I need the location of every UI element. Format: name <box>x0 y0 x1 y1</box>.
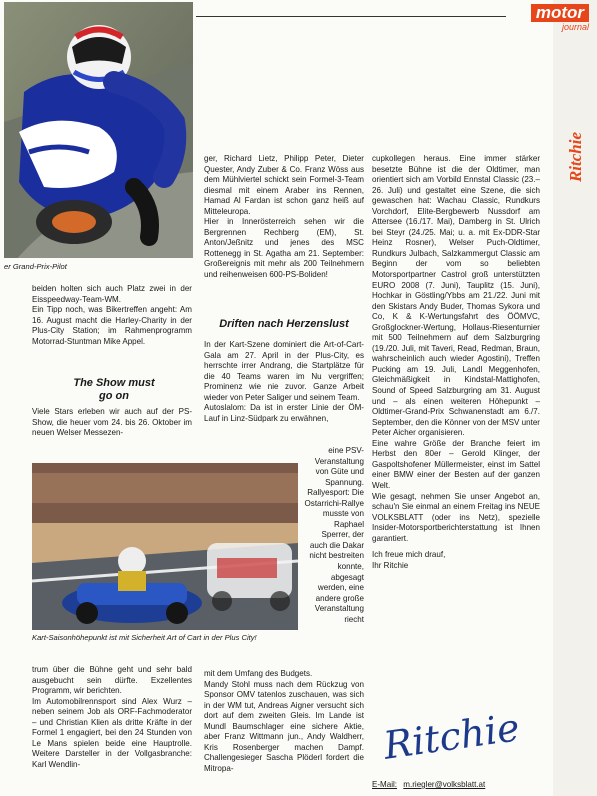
paragraph: In der Kart-Szene dominiert die Art-of-Cart-Gala am 27. April in der Plus-City, es herrschte irrer Andrang, die Startplätze für die 40 Teams waren im Nu vergriffen; Prominenz wie nie zuvor. Ganze Arbeit wieder von Peter Saliger und seinem Team. <box>204 340 364 402</box>
paragraph: Eine wahre Größe der Branche feiert im Herbst den 80er – Gerold Klinger, der Gaspoltshofener Müllermeister, einst im Sattel einer BMW einer der Besten auf der ganzen Welt. <box>372 438 540 490</box>
email-line <box>372 780 540 791</box>
column-1-text-b <box>32 407 192 439</box>
paragraph: cupkollegen heraus. Eine immer stärker besetzte Bühne ist die der Oldtimer, man orientiert sich am Vorbild Ennstal Classic (23.–26. Juli) und gestaltet eine Szene, die sich gewaschen hat: Wachau Classic, Rundkurs Vorchdorf, Elite-Bergbewerb Nussdorf am Attersee (16./17. Mai), Damberg in St. Ulrich bei Steyr (24./25. Mai; u. a. mit Ex-DDR-Star Heinz Rosner), Welser Puch-Oldtimer, Rundkurs Julbach, Salzkammergut Classic am Beginn der vom so beliebten Motorsportpartner Castrol groß unterstützten EURO 2008 (7. Juni), Tauplitz (15. Juni), Hochkar in Göstling/Ybbs am 21./22. Juni mit den Skistars Andy Buder, Thomas Sykora und Co, K & K-Wertungsfahrt des ÖÖMVC, Großglockner-Wertung, Hollaus-Riesenturnier mit 500 Teilnehmern auf dem Salzburgring (19./20. Juli, mit Taveri, Read, Redman, Braun, wahrscheinlich auch wieder Agostini), Treffen Pucking am 19. Juli, Landl Meggenhofen, Gleichmäßigkeit in Kindstal-Mattighofen, Sound of Speed Salzburgring am 31. August und – als einen weiteren Höhepunkt – Oldtimer-Grand-Prix Schwanenstadt am 6./7. September, den die Könner von der MSV unter Peter Aicher organisieren. <box>372 154 540 438</box>
heading-the-show: The Show must go on <box>73 377 155 402</box>
logo-journal: journal <box>561 22 589 32</box>
paragraph: Ein Tipp noch, was Bikertreffen angeht: Am 16. August macht die Harley-Charity in der Plus-City Station; im Rahmenprogramm Motorrad-Stuntman Mike Appel. <box>32 305 192 346</box>
column-2-text-a <box>204 154 364 281</box>
top-photo-caption: er Grand-Prix-Pilot <box>4 262 67 271</box>
sign-off: Ihr Ritchie <box>372 560 409 570</box>
heading-driften: Driften nach Herzenslust <box>219 318 349 330</box>
paragraph: Mandy Stohl muss nach dem Rückzug von Sponsor OMV tatenlos zuschauen, was sich in der WM tut, Andreas Aigner versucht sich dort auf dem zweiten Gleis. Im Lande ist Mundl Baumschlager eine sichere Aktie, aber Franz Wittmann jun., Andy Waldherr, Kris Rosenberger machen Dampf. Challengesieger Sascha Plöderl fordert die Mitropa- <box>204 679 364 773</box>
column-3-text <box>372 154 540 571</box>
paragraph: Autoslalom: Da ist in erster Linie der ÖM-Lauf in Linz-Südpark zu erwähnen, <box>204 403 364 423</box>
paragraph: Viele Stars erleben wir auch auf der PS-Show, die heuer vom 24. bis 26. Oktober im neuen Welser Messezen- <box>32 407 192 438</box>
column-1-text-a <box>32 284 192 347</box>
motorcycle-photo <box>4 2 193 258</box>
kart-photo <box>32 463 298 630</box>
paragraph: Im Automobilrennsport sind Alex Wurz – neben seinem Job als ORF-Fachmoderator – und Christian Klien als dritte Kräfte in der Formel 1 engagiert, bei den 24 Stunden von Le Mans spielen beide eine Hauptrolle. Weitere Darsteller in der Vollgasbranche: Karl Wendlin- <box>32 696 192 769</box>
motor-journal-logo <box>531 4 589 32</box>
paragraph: Hier in Innerösterreich sehen wir die Bergrennen Rechberg (EM), St. Anton/Jeßnitz und jenes des MSC Rottenegg in St. Agatha am 21. September: Großereignis mit mehr als 200 Teilnehmern und reihenweisen 600-PS-Boliden! <box>204 217 364 280</box>
ritchie-signature <box>378 702 528 772</box>
paragraph: ger, Richard Lietz, Philipp Peter, Dieter Quester, Andy Zuber & Co. Franz Wöss aus dem Mühlviertel schickt sein Formel-3-Team diesmal mit einem Araber ins Rennen, Hamad Al Fardan ist schon ganz heiß auf Mitteleuropa. <box>204 154 364 216</box>
email-label: E-Mail: <box>372 780 398 789</box>
paragraph: Wie gesagt, nehmen Sie unser Angebot an, schau'n Sie einmal an einem Freitag ins NEUE VOLKSBLATT (oder ins Netz), spezielle Insider-Motorsportberichterstattung ist Ihnen garantiert. <box>372 491 540 543</box>
closing-line: Ich freue mich drauf, <box>372 550 446 560</box>
ritchie-side-label <box>561 112 591 202</box>
column-1-text-c <box>32 665 192 770</box>
paragraph: beiden holten sich auch Platz zwei in der Eisspeedway-Team-WM. <box>32 284 192 304</box>
kart-photo-caption: Kart-Saisonhöhepunkt ist mit Sicherheit Art of Cart in der Plus City! <box>32 633 257 642</box>
column-2-text-d <box>204 669 364 774</box>
email-link[interactable]: m.riegler@volksblatt.at <box>403 780 486 789</box>
logo-motor: motor <box>531 4 589 22</box>
paragraph: eine PSV-Veranstaltung von Güte und Spannung. Rallyesport: Die Ostarrichi-Rallye musste von Raphael Sperrer, der auch die Dakar nicht bestreiten konnte, abgesagt werden, eine andere große Veranstaltung riecht <box>304 446 364 624</box>
side-label-text: Ritchie <box>566 131 585 183</box>
top-rule <box>196 16 506 17</box>
column-2-text-b <box>204 340 364 424</box>
paragraph: mit dem Umfang des Budgets. <box>204 669 313 678</box>
column-2-text-c <box>304 446 364 625</box>
svg-text:Ritchie: Ritchie <box>380 705 523 768</box>
paragraph: trum über die Bühne geht und sehr bald ausgebucht sein dürfte. Exzellentes Programm, wir berichten. <box>32 665 192 696</box>
